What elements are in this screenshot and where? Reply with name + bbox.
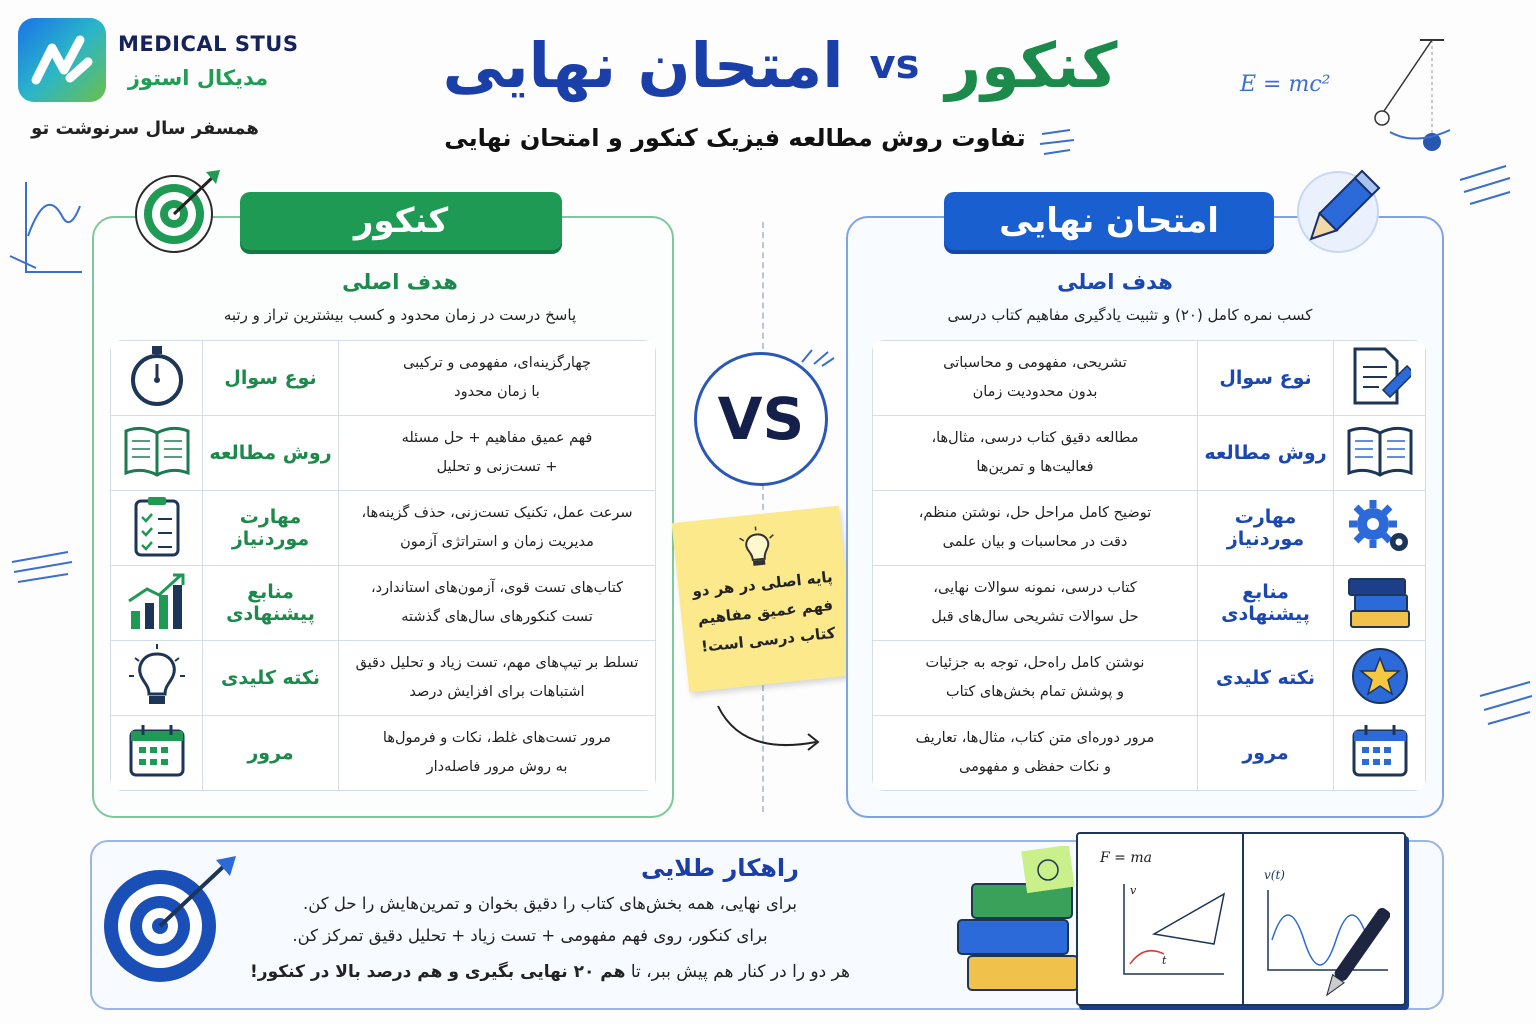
notebook-formula: F = ma xyxy=(1100,850,1152,866)
table-row xyxy=(111,716,656,791)
sticky-note xyxy=(672,506,857,693)
row-label: روش مطالعه xyxy=(203,416,339,491)
title-konkur: کنکور xyxy=(945,28,1118,102)
row-description: کتاب درسی، نمونه سوالات نهایی، حل سوالات تشریحی سال‌های قبل xyxy=(873,566,1198,641)
spark-lines-icon xyxy=(798,338,838,368)
golden-strategy-line-2: برای کنکور، روی فهم مفهومی + تست زیاد + تحلیل دقیق تمرکز کن. xyxy=(292,926,768,945)
table-row xyxy=(111,491,656,566)
axis-t-label: t xyxy=(1162,954,1167,967)
row-label: مهارت موردنیاز xyxy=(1198,491,1334,566)
table-row xyxy=(111,641,656,716)
star-icon xyxy=(1334,641,1426,716)
row-label: مهارت موردنیاز xyxy=(203,491,339,566)
brand-tagline: همسفر سال سرنوشت تو xyxy=(31,118,259,139)
konkur-table xyxy=(110,340,656,791)
books-stack-icon xyxy=(948,846,1088,1006)
book-icon xyxy=(1334,416,1426,491)
lightbulb-icon xyxy=(111,641,203,716)
table-row xyxy=(873,566,1426,641)
konkur-goal-text: پاسخ درست در زمان محدود و کسب بیشترین تراز و رتبه xyxy=(223,306,577,324)
document-pencil-icon xyxy=(1334,341,1426,416)
row-label: منابع پیشنهادی xyxy=(203,566,339,641)
growth-chart-icon xyxy=(111,566,203,641)
final-exam-ribbon: امتحان نهایی xyxy=(944,192,1274,250)
table-row xyxy=(873,416,1426,491)
scribble-lines-icon xyxy=(1476,676,1536,736)
row-label: مرور xyxy=(203,716,339,791)
formula-doodle: E = mc² xyxy=(1240,72,1331,97)
row-description: مرور تست‌های غلط، نکات و فرمول‌ها به روش مرور فاصله‌دار xyxy=(339,716,656,791)
vs-badge: VS xyxy=(694,352,828,486)
row-description: فهم عمیق مفاهیم + حل مسئله + تست‌زنی و تحلیل xyxy=(339,416,656,491)
logo-mark-icon xyxy=(18,18,106,102)
final-exam-table xyxy=(872,340,1426,791)
row-label: مرور xyxy=(1198,716,1334,791)
row-description: تشریحی، مفهومی و محاسباتی بدون محدودیت زمان xyxy=(873,341,1198,416)
clipboard-icon xyxy=(111,491,203,566)
table-row xyxy=(873,491,1426,566)
graph-sketch-icon xyxy=(1094,874,1234,994)
brand-name-en: MEDICAL STUS xyxy=(118,32,299,56)
golden-strategy-heading: راهکار طلایی xyxy=(641,854,799,882)
brand-name-fa: مدیکال استوز xyxy=(127,66,269,90)
row-description: کتاب‌های تست قوی، آزمون‌های استاندارد، تست کنکورهای سال‌های گذشته xyxy=(339,566,656,641)
row-label: نوع سوال xyxy=(203,341,339,416)
konkur-goal-heading: هدف اصلی xyxy=(342,270,458,294)
scribble-lines-icon xyxy=(1456,160,1516,210)
table-row xyxy=(111,341,656,416)
row-description: تسلط بر تیپ‌های مهم، تست زیاد و تحلیل دقیق اشتباهات برای افزایش درصد xyxy=(339,641,656,716)
row-label: نکته کلیدی xyxy=(203,641,339,716)
golden-strategy-line-1: برای نهایی، همه بخش‌های کتاب را دقیق بخوان و تمرین‌هایش را حل کن. xyxy=(302,894,798,913)
table-row xyxy=(111,566,656,641)
stopwatch-icon xyxy=(111,341,203,416)
target-dart-icon xyxy=(128,166,224,256)
row-description: توضیح کامل مراحل حل، نوشتن منظم، دقت در محاسبات و بیان علمی xyxy=(873,491,1198,566)
scribble-lines-icon xyxy=(8,548,78,588)
axis-vt-label: v(t) xyxy=(1264,868,1285,882)
table-row xyxy=(873,641,1426,716)
golden-strategy-line-3: هر دو را در کنار هم پیش ببر، تا هم ۲۰ نهایی بگیری و هم درصد بالا در کنکور! xyxy=(250,962,850,982)
row-description: سرعت عمل، تکنیک تست‌زنی، حذف گزینه‌ها، مدیریت زمان و استراتژی آزمون xyxy=(339,491,656,566)
row-description: چهارگزینه‌ای، مفهومی و ترکیبی با زمان محدود xyxy=(339,341,656,416)
title-vs: vs xyxy=(869,42,920,88)
graph-doodle-icon xyxy=(6,176,86,286)
table-row xyxy=(873,341,1426,416)
row-description: مرور دوره‌ای متن کتاب، مثال‌ها، تعاریف و نکات حفظی و مفهومی xyxy=(873,716,1198,791)
table-row xyxy=(111,416,656,491)
scribble-lines-icon xyxy=(1036,124,1080,160)
konkur-ribbon: کنکور xyxy=(240,192,562,250)
pen-icon xyxy=(1320,900,1390,1010)
row-description: نوشتن کامل راه‌حل، توجه به جزئیات و پوشش تمام بخش‌های کتاب xyxy=(873,641,1198,716)
brand-logo xyxy=(18,18,106,102)
row-label: نوع سوال xyxy=(1198,341,1334,416)
axis-v-label: v xyxy=(1130,884,1137,897)
notebook-spine xyxy=(1242,834,1244,1004)
pencil-icon xyxy=(1294,166,1384,258)
final-exam-goal-text: کسب نمره کامل (۲۰) و تثبیت یادگیری مفاهیم کتاب درسی xyxy=(947,306,1313,324)
sticky-note-text: پایه اصلی در هر دو فهم عمیق مفاهیم کتاب درسی است! xyxy=(691,567,837,656)
lightbulb-icon xyxy=(734,524,780,570)
final-exam-goal-heading: هدف اصلی xyxy=(1057,270,1173,294)
calendar-icon xyxy=(1334,716,1426,791)
calendar-icon xyxy=(111,716,203,791)
table-row xyxy=(873,716,1426,791)
page-subtitle: تفاوت روش مطالعه فیزیک کنکور و امتحان نهایی xyxy=(444,124,1026,152)
row-label: منابع پیشنهادی xyxy=(1198,566,1334,641)
title-final-exam: امتحان نهایی xyxy=(442,28,844,102)
book-icon xyxy=(111,416,203,491)
books-stack-icon xyxy=(1334,566,1426,641)
curved-arrow-icon xyxy=(712,700,828,760)
gears-icon xyxy=(1334,491,1426,566)
row-label: نکته کلیدی xyxy=(1198,641,1334,716)
pendulum-icon xyxy=(1360,34,1470,158)
row-label: روش مطالعه xyxy=(1198,416,1334,491)
page-title xyxy=(380,20,1180,110)
row-description: مطالعه دقیق کتاب درسی، مثال‌ها، فعالیت‌ها و تمرین‌ها xyxy=(873,416,1198,491)
